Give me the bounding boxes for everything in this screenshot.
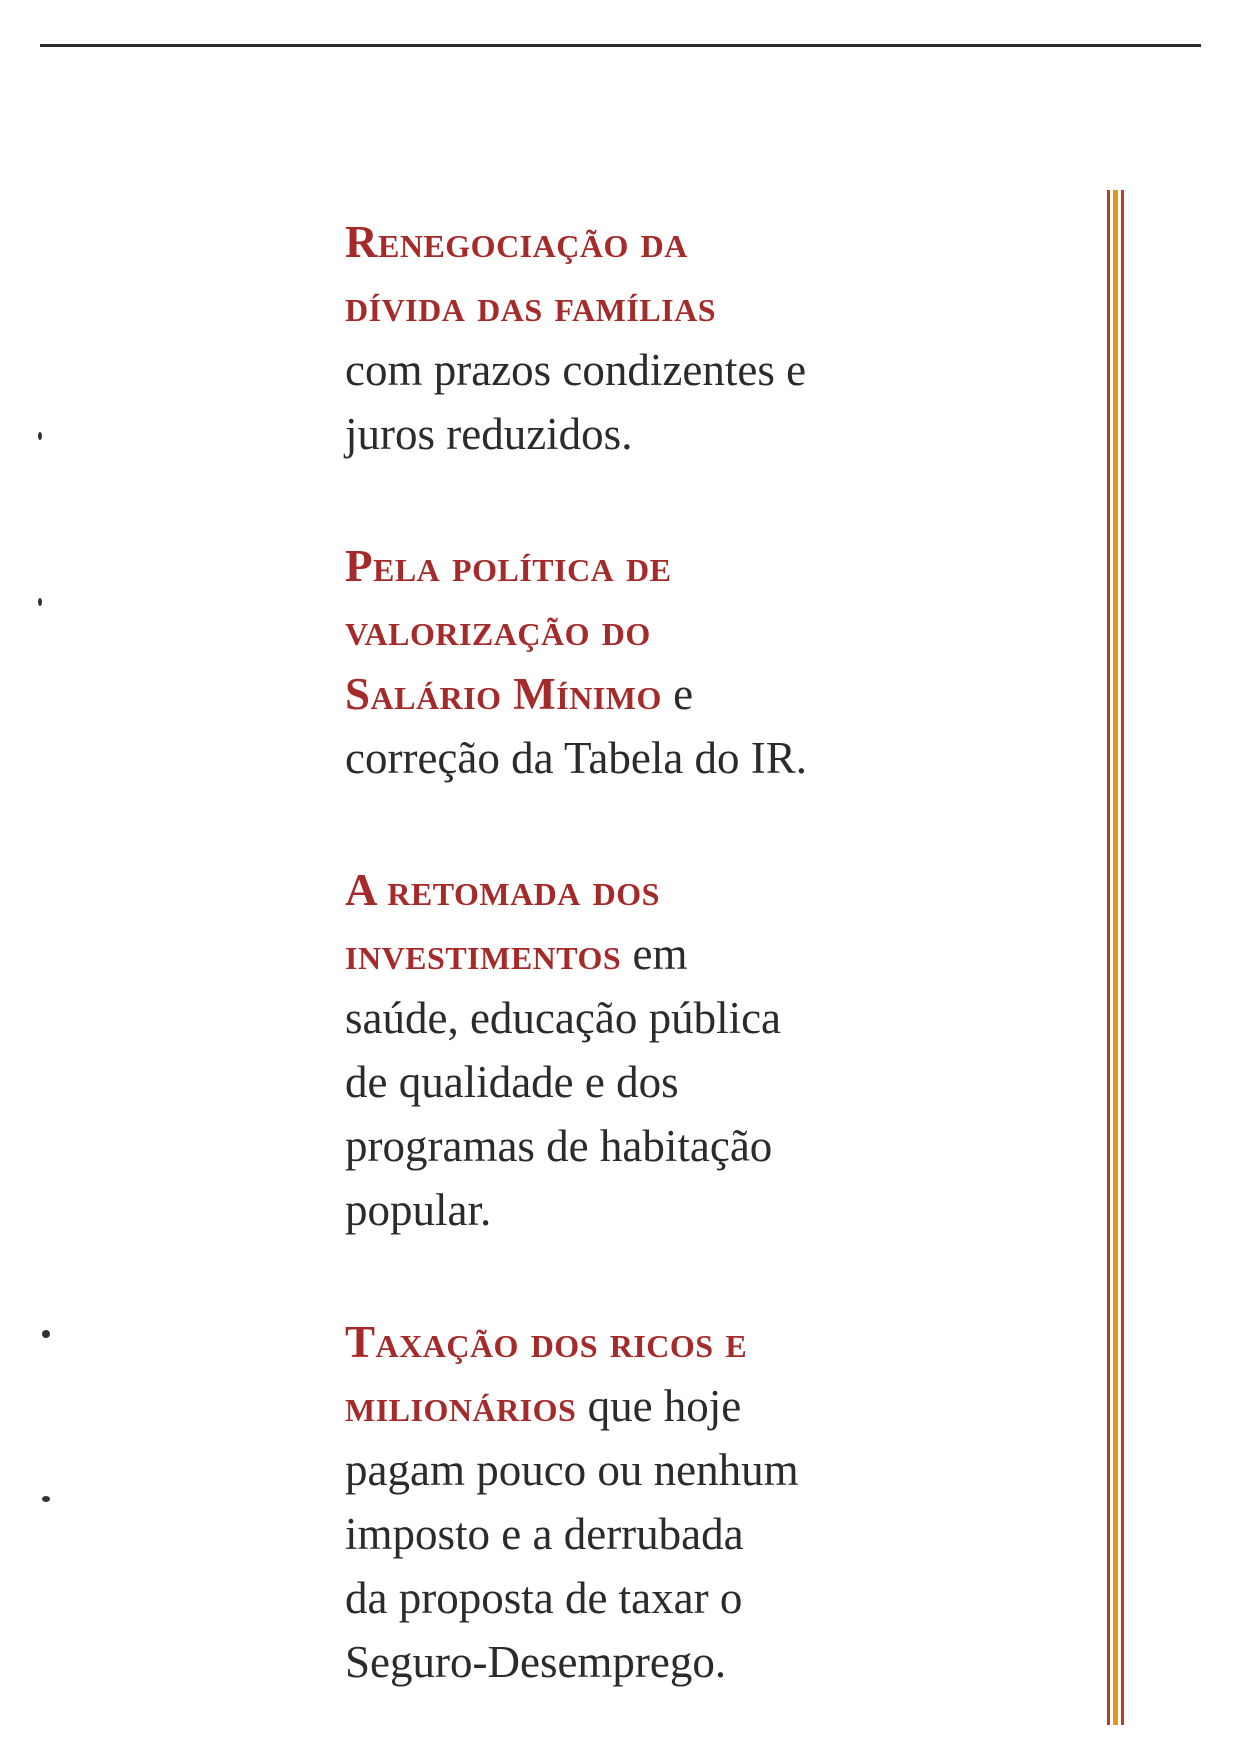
proposal-list	[345, 210, 1065, 1694]
proposal-text: e	[661, 669, 694, 719]
side-rule-red-left	[1107, 190, 1110, 1725]
proposal-item	[345, 210, 1065, 466]
proposal-line	[345, 402, 1065, 466]
proposal-heading: A retomada dos	[345, 865, 660, 915]
proposal-item	[345, 858, 1065, 1242]
proposal-text: imposto e a derrubada	[345, 1509, 744, 1559]
proposal-line	[345, 1114, 1065, 1178]
proposal-text: que hoje	[576, 1381, 742, 1431]
proposal-text: de qualidade e dos	[345, 1057, 679, 1107]
proposal-line	[345, 922, 1065, 986]
proposal-line	[345, 1310, 1065, 1374]
proposal-item	[345, 1310, 1065, 1694]
proposal-heading: valorização do	[345, 605, 651, 655]
proposal-text: juros reduzidos.	[345, 409, 633, 459]
proposal-item	[345, 534, 1065, 790]
scan-mark	[42, 1330, 50, 1338]
proposal-line	[345, 1630, 1065, 1694]
proposal-heading: Taxação dos ricos e	[345, 1317, 748, 1367]
proposal-line	[345, 338, 1065, 402]
scan-mark	[38, 432, 42, 440]
proposal-heading: Renegociação da	[345, 217, 688, 267]
proposal-text: correção da Tabela do IR.	[345, 733, 808, 783]
proposal-line	[345, 1566, 1065, 1630]
top-rule	[40, 44, 1201, 47]
proposal-heading: dívida das famílias	[345, 281, 716, 331]
proposal-line	[345, 1438, 1065, 1502]
scan-mark	[38, 598, 42, 606]
proposal-line	[345, 1178, 1065, 1242]
scan-mark	[42, 1496, 50, 1502]
proposal-heading: investimentos	[345, 929, 622, 979]
proposal-heading: Pela política de	[345, 541, 672, 591]
proposal-line	[345, 274, 1065, 338]
proposal-heading: milionários	[345, 1381, 577, 1431]
proposal-line	[345, 858, 1065, 922]
proposal-line	[345, 1374, 1065, 1438]
proposal-line	[345, 598, 1065, 662]
proposal-text: popular.	[345, 1185, 492, 1235]
side-decorative-rules	[1105, 190, 1129, 1725]
proposal-text: Seguro-Desemprego.	[345, 1637, 727, 1687]
proposal-heading: Salário Mínimo	[345, 669, 662, 719]
proposal-text: da proposta de taxar o	[345, 1573, 743, 1623]
proposal-text: com prazos condizentes e	[345, 345, 807, 395]
side-rule-red-right	[1121, 190, 1124, 1725]
proposal-line	[345, 662, 1065, 726]
proposal-line	[345, 534, 1065, 598]
proposal-text: saúde, educação pública	[345, 993, 782, 1043]
proposal-line	[345, 1050, 1065, 1114]
proposal-text: em	[621, 929, 688, 979]
proposal-line	[345, 726, 1065, 790]
side-rule-orange	[1113, 190, 1118, 1725]
proposal-line	[345, 986, 1065, 1050]
proposal-line	[345, 210, 1065, 274]
proposal-text: pagam pouco ou nenhum	[345, 1445, 799, 1495]
proposal-text: programas de habitação	[345, 1121, 773, 1171]
proposal-line	[345, 1502, 1065, 1566]
